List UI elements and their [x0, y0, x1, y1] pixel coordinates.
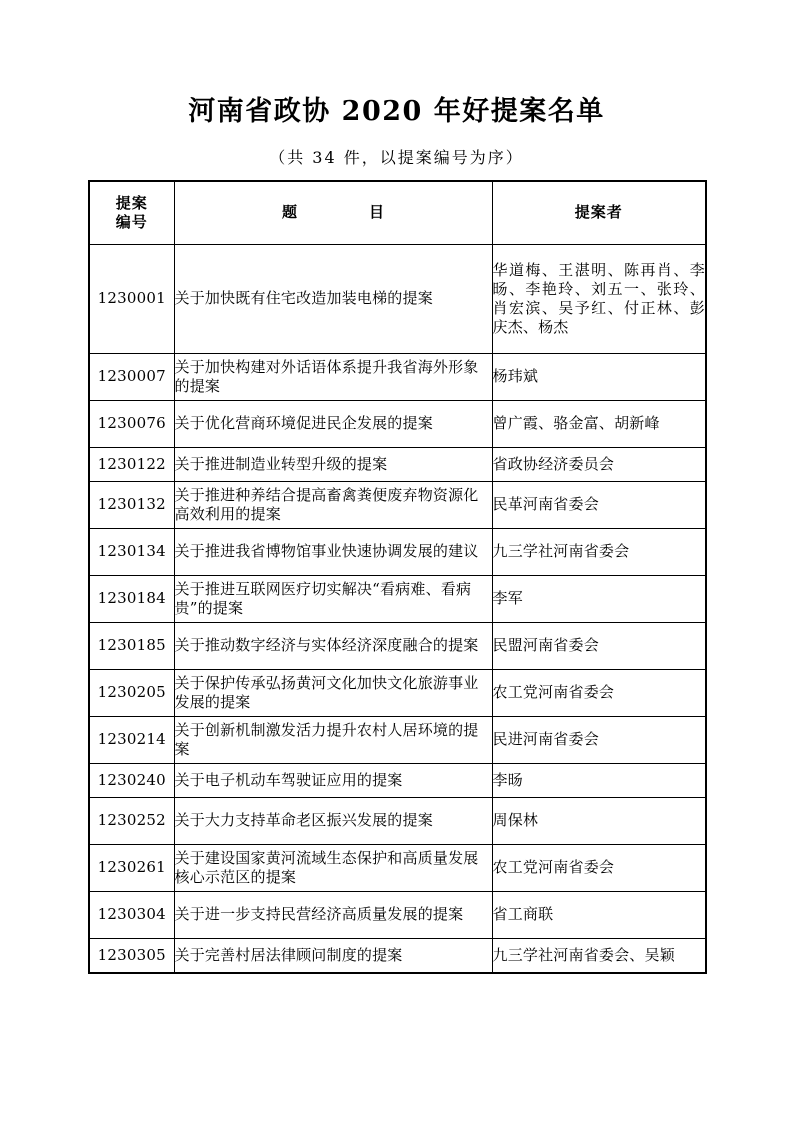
- proposal-table-container: [88, 180, 705, 974]
- cell-proposer: 农工党河南省委会: [492, 670, 706, 717]
- cell-proposal-id: 1230304: [89, 892, 174, 939]
- cell-proposal-id: 1230240: [89, 764, 174, 798]
- cell-proposal-title: 关于优化营商环境促进民企发展的提案: [174, 401, 492, 448]
- table-row: [89, 939, 706, 974]
- cell-proposal-title: 关于加快构建对外话语体系提升我省海外形象的提案: [174, 354, 492, 401]
- table-row: [89, 670, 706, 717]
- cell-proposer: 省工商联: [492, 892, 706, 939]
- table-header: [89, 181, 706, 245]
- table-row: [89, 401, 706, 448]
- table-row: [89, 529, 706, 576]
- column-header-id: [89, 181, 174, 245]
- cell-proposer: 华道梅、王湛明、陈再肖、李旸、李艳玲、刘五一、张玲、肖宏滨、吴予红、付正林、彭庆杰、杨杰: [492, 245, 706, 354]
- cell-proposer: 民革河南省委会: [492, 482, 706, 529]
- table-row: [89, 892, 706, 939]
- table-row: [89, 845, 706, 892]
- table-row: [89, 576, 706, 623]
- column-header-id-line2: 编号: [115, 213, 148, 231]
- cell-proposer: 九三学社河南省委会、吴颖: [492, 939, 706, 974]
- page-title: 河南省政协 2020 年好提案名单: [188, 96, 605, 127]
- table-header-row: [89, 181, 706, 245]
- cell-proposer: 省政协经济委员会: [492, 448, 706, 482]
- table-row: [89, 354, 706, 401]
- cell-proposal-id: 1230076: [89, 401, 174, 448]
- table-row: [89, 798, 706, 845]
- table-row: [89, 448, 706, 482]
- cell-proposal-id: 1230132: [89, 482, 174, 529]
- cell-proposal-title: 关于建设国家黄河流域生态保护和高质量发展核心示范区的提案: [174, 845, 492, 892]
- cell-proposer: 周保林: [492, 798, 706, 845]
- cell-proposer: 李旸: [492, 764, 706, 798]
- cell-proposal-title: 关于推进我省博物馆事业快速协调发展的建议: [174, 529, 492, 576]
- cell-proposal-title: 关于进一步支持民营经济高质量发展的提案: [174, 892, 492, 939]
- cell-proposal-id: 1230261: [89, 845, 174, 892]
- table-row: [89, 623, 706, 670]
- cell-proposal-id: 1230134: [89, 529, 174, 576]
- cell-proposal-title: 关于推进制造业转型升级的提案: [174, 448, 492, 482]
- cell-proposal-title: 关于推动数字经济与实体经济深度融合的提案: [174, 623, 492, 670]
- cell-proposal-id: 1230184: [89, 576, 174, 623]
- table-body: [89, 245, 706, 974]
- table-row: [89, 245, 706, 354]
- cell-proposal-title: 关于完善村居法律顾问制度的提案: [174, 939, 492, 974]
- cell-proposer: 农工党河南省委会: [492, 845, 706, 892]
- column-header-id-line1: 提案: [115, 193, 148, 212]
- cell-proposal-title: 关于电子机动车驾驶证应用的提案: [174, 764, 492, 798]
- column-header-proposer: 提案者: [492, 181, 706, 245]
- cell-proposal-id: 1230252: [89, 798, 174, 845]
- table-row: [89, 482, 706, 529]
- cell-proposal-id: 1230205: [89, 670, 174, 717]
- cell-proposer: 民盟河南省委会: [492, 623, 706, 670]
- cell-proposer: 曾广霞、骆金富、胡新峰: [492, 401, 706, 448]
- cell-proposal-title: 关于大力支持革命老区振兴发展的提案: [174, 798, 492, 845]
- cell-proposer: 九三学社河南省委会: [492, 529, 706, 576]
- cell-proposal-id: 1230214: [89, 717, 174, 764]
- page-subtitle: （共 34 件，以提案编号为序）: [269, 148, 524, 168]
- cell-proposal-title: 关于推进互联网医疗切实解决“看病难、看病贵”的提案: [174, 576, 492, 623]
- cell-proposal-title: 关于推进种养结合提高畜禽粪便废弃物资源化高效利用的提案: [174, 482, 492, 529]
- cell-proposal-title: 关于加快既有住宅改造加装电梯的提案: [174, 245, 492, 354]
- cell-proposer: 李军: [492, 576, 706, 623]
- table-row: [89, 764, 706, 798]
- cell-proposal-id: 1230007: [89, 354, 174, 401]
- cell-proposer: 民进河南省委会: [492, 717, 706, 764]
- cell-proposal-id: 1230001: [89, 245, 174, 354]
- table-row: [89, 717, 706, 764]
- cell-proposal-id: 1230305: [89, 939, 174, 974]
- proposal-table: [88, 180, 707, 974]
- cell-proposal-title: 关于保护传承弘扬黄河文化加快文化旅游事业发展的提案: [174, 670, 492, 717]
- column-header-title: 题 目: [174, 181, 492, 245]
- cell-proposal-title: 关于创新机制激发活力提升农村人居环境的提案: [174, 717, 492, 764]
- cell-proposer: 杨玮斌: [492, 354, 706, 401]
- cell-proposal-id: 1230185: [89, 623, 174, 670]
- cell-proposal-id: 1230122: [89, 448, 174, 482]
